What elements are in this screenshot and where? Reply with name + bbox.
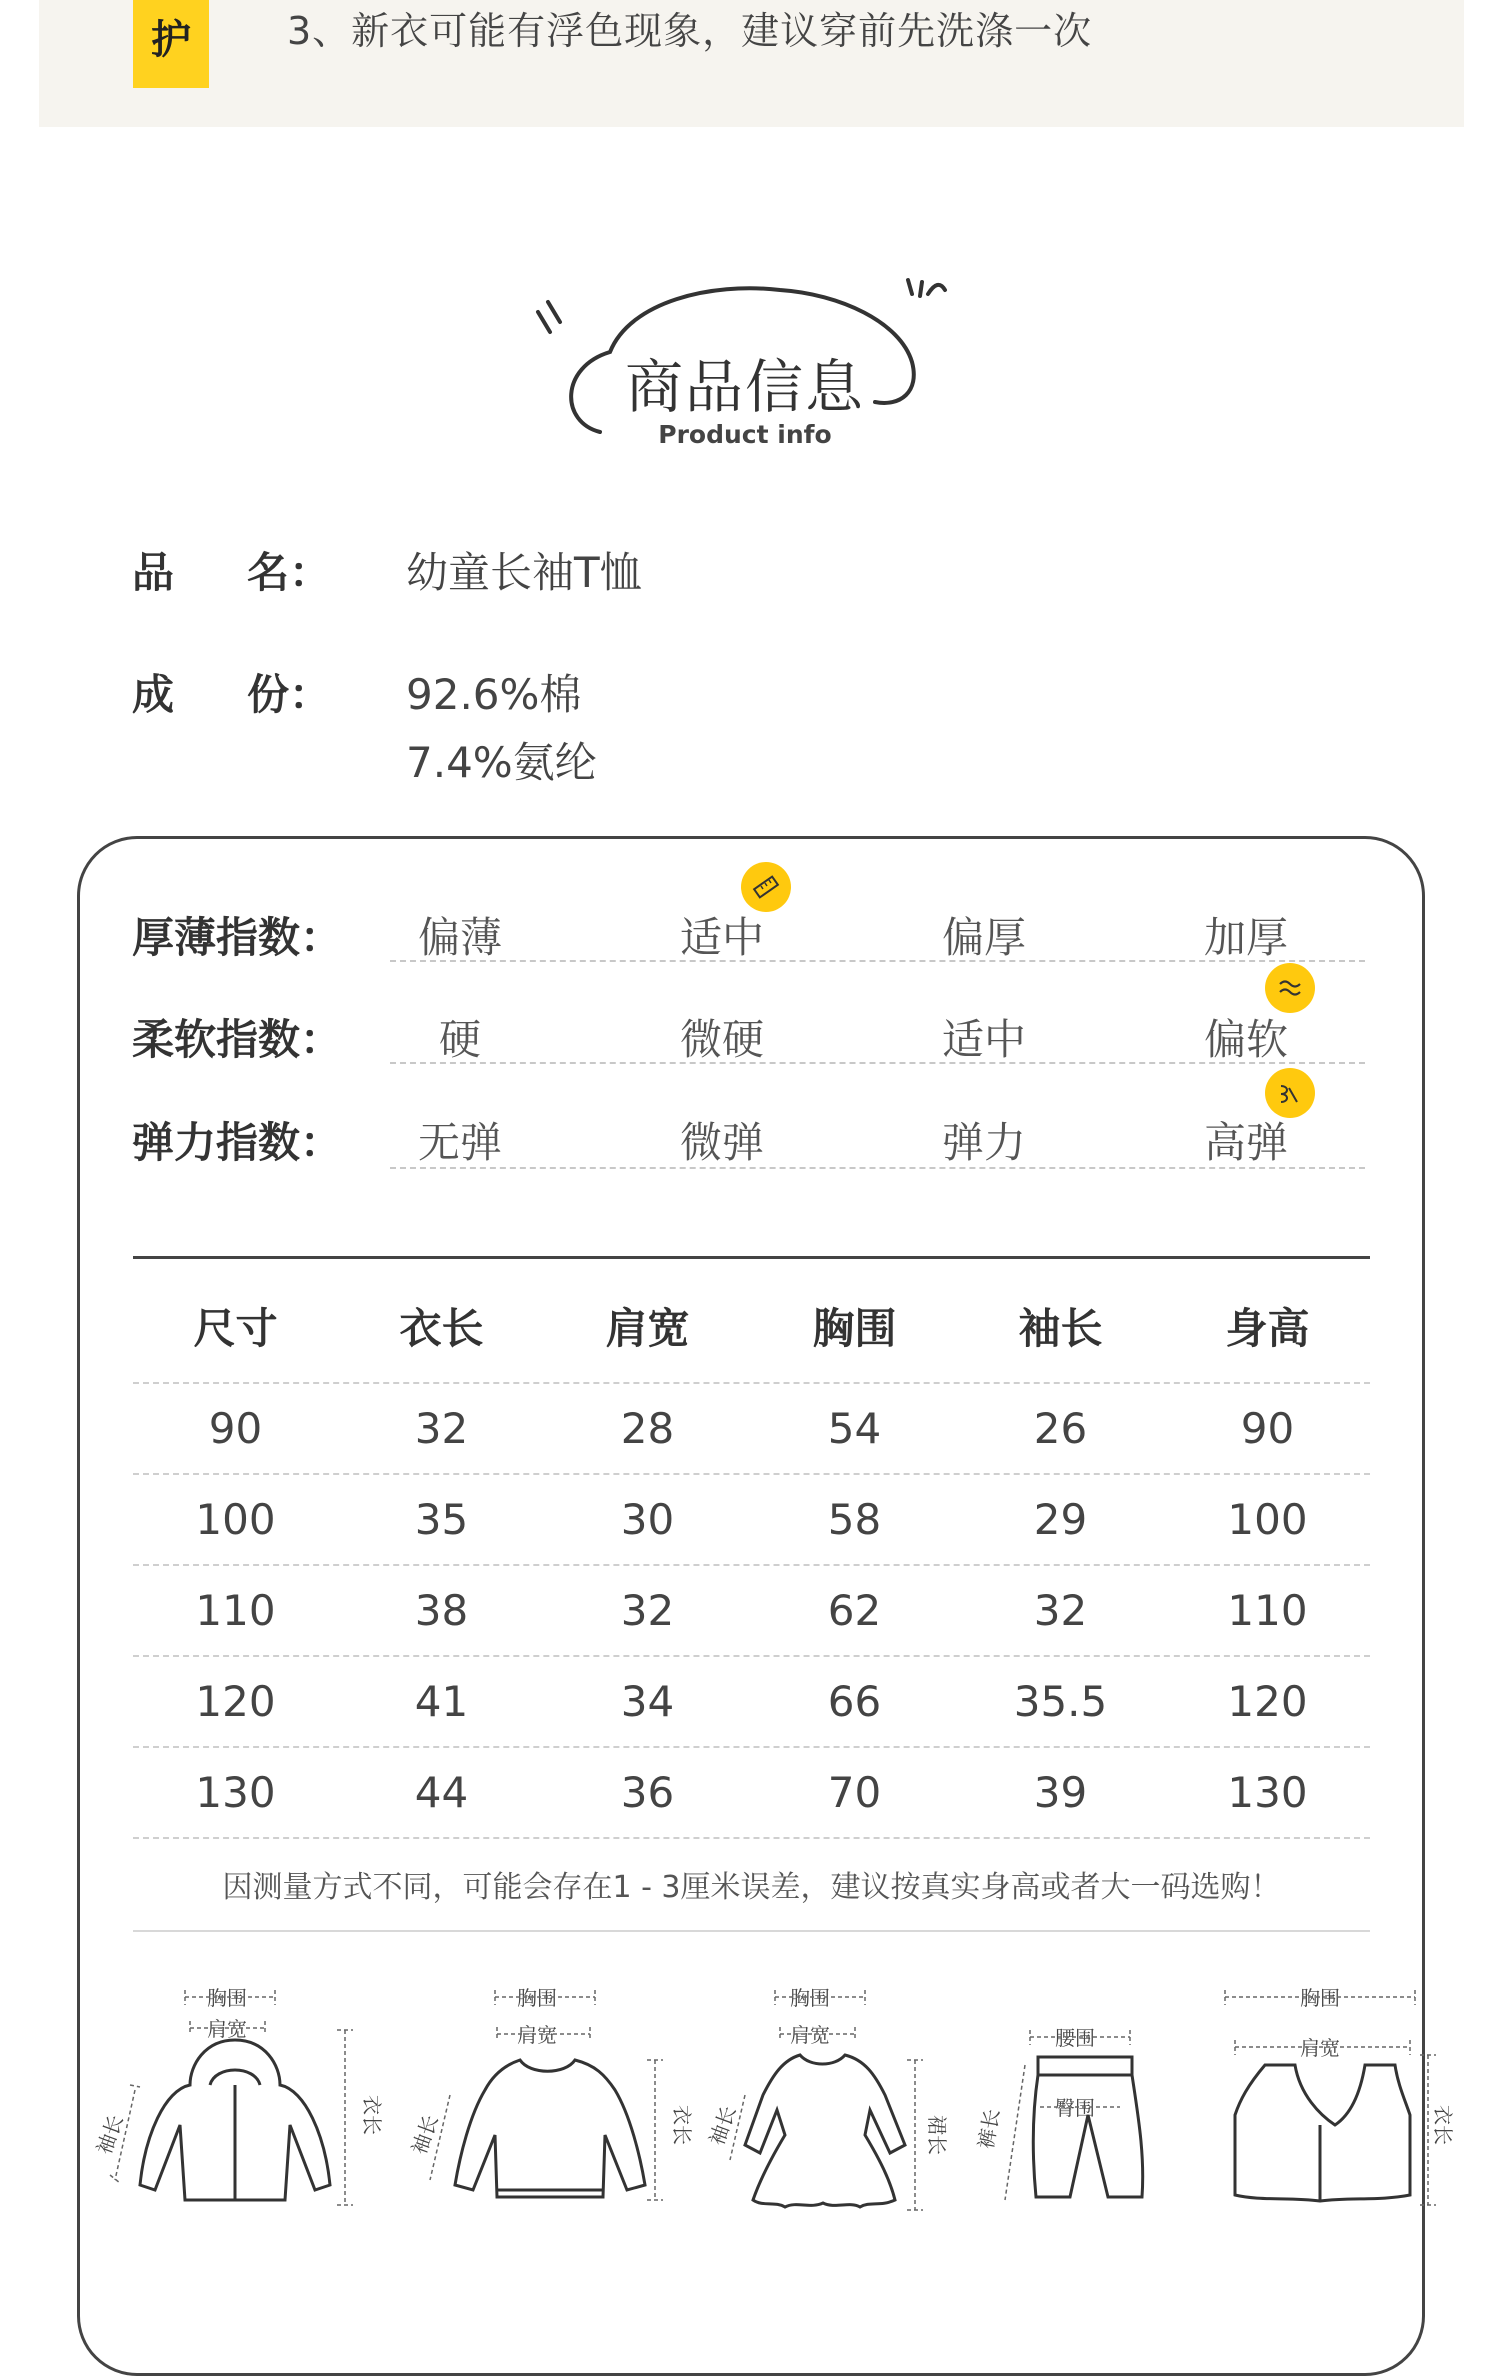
size-note: 因测量方式不同，可能会存在1 - 3厘米误差，建议按真实身高或者大一码选购！ [222,1870,1281,1905]
dress-shoulder-label: 肩宽 [790,2023,830,2047]
table-header: 身高 [1225,1304,1310,1353]
vest-diagram-icon [1210,1975,1455,2235]
elasticity-option: 无弹 [417,1118,502,1167]
table-header: 胸围 [812,1304,897,1353]
table-cell: 28 [620,1404,675,1453]
hoodie-chest-label: 胸围 [207,1986,247,2010]
table-cell: 32 [414,1404,469,1453]
table-header: 衣长 [399,1304,484,1353]
sweatshirt-length-label: 衣长 [670,2105,694,2145]
table-top-rule [133,1256,1370,1259]
table-cell: 32 [620,1586,675,1635]
composition-label-b: 份： [247,670,332,719]
table-cell: 120 [1227,1677,1308,1726]
ruler-icon [741,862,791,912]
note-divider [133,1930,1370,1932]
table-cell: 66 [827,1677,882,1726]
table-divider [133,1655,1370,1657]
page-subtitle: Product info [658,420,832,449]
dress-chest-label: 胸围 [790,1986,830,2010]
table-cell: 100 [1227,1495,1308,1544]
table-cell: 130 [1227,1768,1308,1817]
hoodie-sleeve-label: 袖长 [91,2111,128,2158]
wave-icon [1265,963,1315,1013]
table-cell: 110 [1227,1586,1308,1635]
table-header: 尺寸 [193,1304,278,1353]
elasticity-option: 弹力 [941,1118,1026,1167]
hoodie-length-label: 衣长 [360,2095,384,2135]
elasticity-index-label: 弹力指数： [132,1118,343,1167]
table-header: 袖长 [1018,1304,1103,1353]
sweatshirt-diagram-icon [405,1975,694,2235]
sweatshirt-chest-label: 胸围 [517,1986,557,2010]
pants-length-label: 裤长 [973,2107,1005,2151]
spring-icon [1265,1068,1315,1118]
page-title: 商品信息 [624,353,865,421]
care-instruction: 3、新衣可能有浮色现象，建议穿前先洗涤一次 [287,9,1093,53]
table-divider [133,1473,1370,1475]
table-cell: 38 [414,1586,469,1635]
table-cell: 130 [195,1768,276,1817]
thickness-option: 偏厚 [941,913,1026,962]
table-cell: 120 [195,1677,276,1726]
table-cell: 29 [1033,1495,1088,1544]
vest-shoulder-label: 肩宽 [1300,2036,1340,2060]
table-cell: 34 [620,1677,675,1726]
care-badge-label: 护 [151,17,191,63]
thickness-option: 加厚 [1203,913,1288,962]
divider [390,960,1365,962]
softness-index-label: 柔软指数： [132,1015,343,1064]
care-badge [133,0,209,88]
name-label-b: 名： [247,548,332,597]
name-label-a: 品 [132,548,175,597]
elasticity-option: 微弹 [679,1118,764,1167]
softness-option: 硬 [438,1015,481,1064]
table-cell: 30 [620,1495,675,1544]
table-divider [133,1837,1370,1839]
table-cell: 32 [1033,1586,1088,1635]
vest-chest-label: 胸围 [1300,1986,1340,2010]
name-value: 幼童长袖T恤 [406,548,642,597]
table-divider [133,1746,1370,1748]
dress-diagram-icon [704,1975,949,2235]
table-cell: 39 [1033,1768,1088,1817]
pants-hip-label: 臀围 [1055,2096,1095,2120]
table-cell: 35.5 [1013,1677,1108,1726]
thickness-index-label: 厚薄指数： [132,913,343,962]
divider [390,1062,1365,1064]
table-cell: 100 [195,1495,276,1544]
table-cell: 58 [827,1495,882,1544]
table-divider [133,1382,1370,1384]
pants-waist-label: 腰围 [1055,2026,1095,2050]
sweatshirt-sleeve-label: 袖长 [406,2111,443,2158]
table-cell: 90 [208,1404,263,1453]
table-cell: 90 [1240,1404,1295,1453]
composition-label-a: 成 [132,670,175,719]
table-divider [133,1564,1370,1566]
dress-skirt-length-label: 裙长 [925,2115,949,2155]
table-cell: 54 [827,1404,882,1453]
composition-value-2: 7.4%氨纶 [406,738,597,787]
thickness-option: 偏薄 [417,913,502,962]
elasticity-option-selected: 高弹 [1203,1118,1288,1167]
table-cell: 26 [1033,1404,1088,1453]
table-header: 肩宽 [605,1304,690,1353]
table-cell: 62 [827,1586,882,1635]
softness-option-selected: 偏软 [1203,1015,1288,1064]
table-cell: 110 [195,1586,276,1635]
sweatshirt-shoulder-label: 肩宽 [517,2023,557,2047]
table-cell: 35 [414,1495,469,1544]
composition-value-1: 92.6%棉 [406,670,582,719]
softness-option: 适中 [941,1015,1026,1064]
table-cell: 36 [620,1768,675,1817]
softness-option: 微硬 [679,1015,764,1064]
dress-sleeve-label: 袖长 [704,2102,741,2149]
hoodie-diagram-icon [91,1975,384,2235]
vest-length-label: 衣长 [1431,2105,1455,2145]
thickness-option-selected: 适中 [679,913,764,962]
hoodie-shoulder-label: 肩宽 [207,2017,247,2041]
table-cell: 44 [414,1768,469,1817]
table-cell: 41 [414,1677,469,1726]
table-cell: 70 [827,1768,882,1817]
pants-diagram-icon [970,1975,1180,2235]
divider [390,1167,1365,1169]
